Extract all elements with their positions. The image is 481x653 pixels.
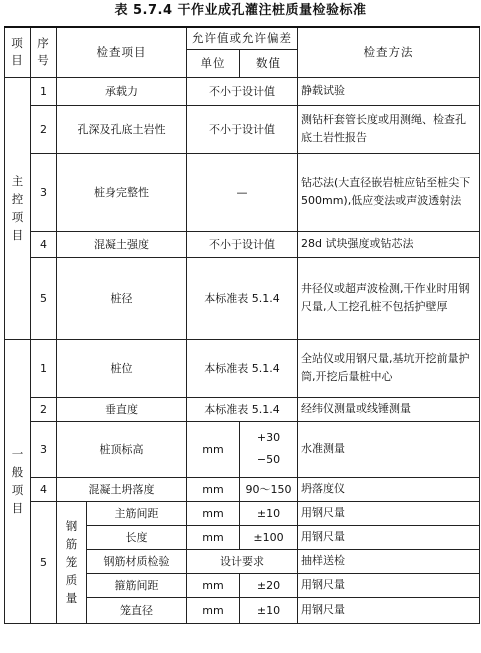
row-method: 钻芯法(大直径嵌岩桩应钻至桩尖下 500mm),低应变法或声波透射法 (298, 153, 480, 231)
row-no: 2 (31, 397, 57, 421)
row-no: 3 (31, 421, 57, 477)
header-item: 检查项目 (57, 27, 187, 77)
row-item: 钢筋材质检验 (87, 549, 187, 573)
row-no: 1 (31, 339, 57, 397)
row-value: ±100 (240, 525, 298, 549)
header-category: 项目 (5, 27, 31, 77)
row-allowed: 本标准表 5.1.4 (187, 397, 298, 421)
row-item: 垂直度 (57, 397, 187, 421)
row-unit: mm (187, 573, 240, 597)
header-no: 序号 (31, 27, 57, 77)
row-method: 经纬仪测量或线锤测量 (298, 397, 480, 421)
row-method: 静载试验 (298, 77, 480, 105)
row-no: 5 (31, 501, 57, 623)
row-method: 抽样送检 (298, 549, 480, 573)
row-item: 桩位 (57, 339, 187, 397)
header-value: 数值 (240, 49, 298, 77)
row-item: 桩身完整性 (57, 153, 187, 231)
row-unit: mm (187, 597, 240, 623)
row-no: 4 (31, 477, 57, 501)
row-method: 用钢尺量 (298, 501, 480, 525)
row-allowed: 本标准表 5.1.4 (187, 257, 298, 339)
row-item: 箍筋间距 (87, 573, 187, 597)
row-allowed: — (187, 153, 298, 231)
value-lower: −50 (256, 453, 281, 466)
row-item: 主筋间距 (87, 501, 187, 525)
row-method: 用钢尺量 (298, 573, 480, 597)
row-item: 桩径 (57, 257, 187, 339)
row-item: 桩顶标高 (57, 421, 187, 477)
row-method: 用钢尺量 (298, 597, 480, 623)
row-value: ±20 (240, 573, 298, 597)
row-item: 混凝土强度 (57, 231, 187, 257)
row-value (240, 421, 298, 477)
row-item: 混凝土坍落度 (57, 477, 187, 501)
row-value: ±10 (240, 501, 298, 525)
group-main-label: 主 控 项 目 (5, 77, 31, 339)
row-method: 28d 试块强度或钻芯法 (298, 231, 480, 257)
row-unit: mm (187, 421, 240, 477)
row-item: 孔深及孔底土岩性 (57, 105, 187, 153)
row-unit: mm (187, 477, 240, 501)
row-method: 全站仪或用钢尺量,基坑开挖前量护筒,开挖后量桩中心 (298, 339, 480, 397)
header-allowed: 允许值或允许偏差 (187, 27, 298, 49)
row-value: 90～150 (240, 477, 298, 501)
row-allowed: 不小于设计值 (187, 231, 298, 257)
group-rebar-label: 钢 筋 笼 质 量 (57, 501, 87, 623)
table-title: 表 5.7.4 干作业成孔灌注桩质量检验标准 (114, 3, 367, 18)
value-upper: +30 (256, 431, 281, 444)
row-no: 1 (31, 77, 57, 105)
row-method: 水准测量 (298, 421, 480, 477)
row-item: 笼直径 (87, 597, 187, 623)
row-method: 测钻杆套管长度或用测绳、检查孔底土岩性报告 (298, 105, 480, 153)
row-item: 承载力 (57, 77, 187, 105)
row-no: 3 (31, 153, 57, 231)
group-general-label: 一 般 项 目 (5, 339, 31, 623)
header-unit: 单位 (187, 49, 240, 77)
row-unit: mm (187, 501, 240, 525)
row-method: 坍落度仪 (298, 477, 480, 501)
row-method: 井径仪或超声波检测,干作业时用钢尺量,人工挖孔桩不包括护壁厚 (298, 257, 480, 339)
row-allowed: 不小于设计值 (187, 105, 298, 153)
row-allowed: 设计要求 (187, 549, 298, 573)
row-no: 5 (31, 257, 57, 339)
row-no: 4 (31, 231, 57, 257)
row-no: 2 (31, 105, 57, 153)
row-item: 长度 (87, 525, 187, 549)
row-allowed: 本标准表 5.1.4 (187, 339, 298, 397)
row-method: 用钢尺量 (298, 525, 480, 549)
row-value: ±10 (240, 597, 298, 623)
header-method: 检查方法 (298, 27, 480, 77)
row-allowed: 不小于设计值 (187, 77, 298, 105)
quality-inspection-table (4, 26, 480, 624)
row-unit: mm (187, 525, 240, 549)
